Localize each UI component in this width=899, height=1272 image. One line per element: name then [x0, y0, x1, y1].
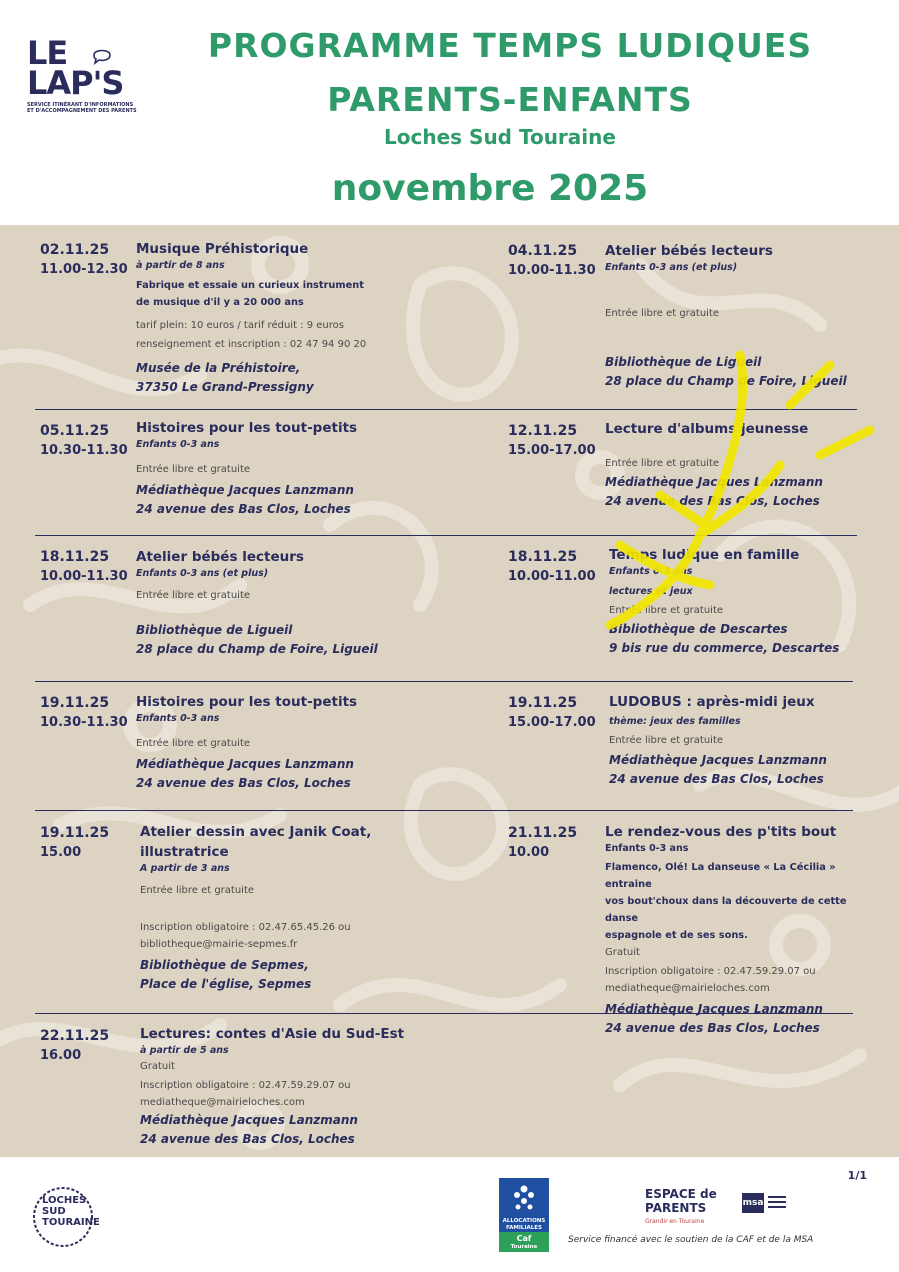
event-info: Entrée libre et gratuite: [136, 464, 251, 475]
event-time: 16.00: [40, 1048, 82, 1063]
event-date: [508, 547, 596, 587]
event-date: [40, 547, 128, 587]
event-info: mediatheque@mairieloches.com: [605, 983, 770, 994]
msa-line: [768, 1206, 786, 1208]
event-age: à partir de 5 ans: [140, 1045, 229, 1056]
row-separator: [35, 681, 853, 682]
laps-logo-line1: LE: [27, 34, 68, 72]
event-info: Entrée libre et gratuite: [140, 885, 255, 896]
event-card: [136, 418, 476, 519]
event-day: 04.11.25: [508, 243, 578, 259]
loches-logo-line3: TOURAINE: [42, 1217, 100, 1228]
event-info: Inscription obligatoire : 02.47.59.29.07 ou: [605, 966, 816, 977]
espace-tag: Grandir en Touraine: [645, 1218, 705, 1225]
event-date: [40, 421, 128, 461]
event-location: 24 avenue des Bas Clos, Loches: [140, 1132, 355, 1146]
event-time: 10.00-11.30: [508, 263, 596, 278]
page-subtitle: Loches Sud Touraine: [384, 125, 616, 149]
event-info: Entrée libre et gratuite: [136, 590, 251, 601]
laps-logo: [27, 34, 137, 114]
event-day: 22.11.25: [40, 1028, 110, 1044]
page-title-line2: PARENTS-ENFANTS: [327, 80, 693, 119]
loches-logo-line1: LOCHES: [42, 1195, 87, 1206]
event-info: mediatheque@mairieloches.com: [140, 1097, 305, 1108]
event-title: Temps ludique en famille: [609, 547, 800, 563]
caf-bottom: [499, 1232, 549, 1252]
event-date: [508, 693, 596, 733]
event-title: Atelier bébés lecteurs: [605, 243, 773, 259]
event-time: 11.00-12.30: [40, 262, 128, 277]
event-age: Enfants 0-3 ans: [136, 439, 220, 450]
event-info: Entrée libre et gratuite: [136, 738, 251, 749]
event-card: [136, 547, 476, 659]
caf-region: Touraine: [510, 1244, 538, 1250]
event-location: 24 avenue des Bas Clos, Loches: [609, 772, 824, 786]
event-card: [140, 1024, 480, 1149]
event-day: 19.11.25: [40, 825, 110, 841]
event-card: [136, 692, 476, 793]
msa-logo: [738, 1193, 788, 1221]
event-date: [40, 693, 128, 733]
event-date: [508, 823, 577, 863]
loches-sud-touraine-logo: [28, 1185, 98, 1250]
msa-line: [768, 1201, 786, 1203]
event-info: Inscription obligatoire : 02.47.59.29.07 ou: [140, 1080, 351, 1091]
event-time: 10.30-11.30: [40, 443, 128, 458]
event-date: [40, 1026, 109, 1066]
event-title: Lectures: contes d'Asie du Sud-Est: [140, 1026, 405, 1042]
event-title: Histoires pour les tout-petits: [136, 694, 358, 710]
event-info: Gratuit: [140, 1061, 175, 1072]
espace-line2: PARENTS: [645, 1201, 707, 1215]
event-location: Place de l'église, Sepmes: [140, 977, 312, 991]
event-location: Médiathèque Jacques Lanzmann: [136, 757, 354, 771]
event-day: 05.11.25: [40, 423, 110, 439]
event-card: [609, 692, 879, 789]
event-date: [508, 241, 596, 281]
event-location: Bibliothèque de Ligueil: [605, 355, 762, 369]
event-location: Médiathèque Jacques Lanzmann: [136, 483, 354, 497]
page-footer: [0, 1157, 899, 1272]
laps-logo-tagline: SERVICE ITINÉRANT D'INFORMATIONS ET D'ACCOMPAGNEMENT DES PARENTS: [27, 102, 137, 114]
event-title: Musique Préhistorique: [136, 241, 309, 257]
program-panel: [0, 225, 899, 1157]
event-day: 12.11.25: [508, 423, 578, 439]
event-location: Médiathèque Jacques Lanzmann: [609, 753, 827, 767]
event-age: Enfants 0-3 ans: [136, 713, 220, 724]
event-day: 02.11.25: [40, 242, 110, 258]
event-info: Entrée libre et gratuite: [605, 458, 720, 469]
highlight-scribble: [590, 345, 880, 645]
event-time: 15.00-17.00: [508, 715, 596, 730]
event-card: [140, 822, 405, 994]
event-location: Bibliothèque de Ligueil: [136, 623, 293, 637]
event-title: Lecture d'albums jeunesse: [605, 421, 809, 437]
event-day: 18.11.25: [508, 549, 578, 565]
row-separator: [35, 810, 853, 811]
event-title: LUDOBUS : après-midi jeux: [609, 694, 815, 710]
event-location: Médiathèque Jacques Lanzmann: [605, 475, 823, 489]
event-info: tarif plein: 10 euros / tarif réduit : 9 euros: [136, 320, 344, 331]
caf-family-icon: [512, 1184, 536, 1212]
speech-bubble-icon: [91, 46, 113, 66]
event-title: Atelier dessin avec Janik Coat,: [140, 824, 372, 840]
event-desc: Fabrique et essaie un curieux instrument: [136, 280, 364, 291]
caf-name: ALLOCATIONS FAMILIALES: [502, 1218, 546, 1231]
event-time: 10.00: [508, 845, 550, 860]
event-desc: de musique d'il y a 20 000 ans: [136, 297, 304, 308]
event-info: Gratuit: [605, 947, 640, 958]
event-time: 15.00: [40, 845, 82, 860]
event-time: 10.00-11.30: [40, 569, 128, 584]
event-age: à partir de 8 ans: [136, 260, 225, 271]
event-date: [508, 421, 596, 461]
event-day: 19.11.25: [40, 695, 110, 711]
event-date: [40, 240, 128, 280]
event-card: [136, 239, 476, 397]
event-info: bibliotheque@mairie-sepmes.fr: [140, 939, 298, 950]
event-location: Médiathèque Jacques Lanzmann: [605, 1002, 823, 1016]
event-day: 18.11.25: [40, 549, 110, 565]
event-title: Atelier bébés lecteurs: [136, 549, 304, 565]
msa-line: [768, 1196, 786, 1198]
event-desc: vos bout'choux dans la découverte de cette danse: [605, 896, 847, 924]
event-info: renseignement et inscription : 02 47 94 90 20: [136, 339, 367, 350]
event-card: [605, 822, 875, 1038]
event-info: Entrée libre et gratuite: [609, 605, 724, 616]
event-info: Entrée libre et gratuite: [609, 735, 724, 746]
event-info: Entrée libre et gratuite: [605, 308, 720, 319]
finance-note: Service financé avec le soutien de la CAF et de la MSA: [568, 1235, 814, 1245]
event-time: 10.30-11.30: [40, 715, 128, 730]
event-day: 21.11.25: [508, 825, 578, 841]
page-month: novembre 2025: [331, 168, 649, 209]
event-date: [40, 823, 109, 863]
event-location: 28 place du Champ de Foire, Ligueil: [605, 374, 847, 388]
caf-logo: [499, 1178, 549, 1252]
event-day: 19.11.25: [508, 695, 578, 711]
event-title: Le rendez-vous des p'tits bout: [605, 824, 837, 840]
espace-parents-logo: [645, 1187, 717, 1229]
event-age: A partir de 3 ans: [140, 863, 230, 874]
event-location: Musée de la Préhistoire,: [136, 361, 301, 375]
event-age: Enfants 0-3 ans (et plus): [136, 568, 269, 579]
event-location: 24 avenue des Bas Clos, Loches: [136, 776, 351, 790]
event-location: 28 place du Champ de Foire, Ligueil: [136, 642, 378, 656]
loches-logo-line2: SUD: [42, 1206, 66, 1217]
event-age: thème: jeux des familles: [609, 716, 741, 727]
event-location: 37350 Le Grand-Pressigny: [136, 380, 314, 394]
event-location: 24 avenue des Bas Clos, Loches: [605, 494, 820, 508]
event-info: Inscription obligatoire : 02.47.65.45.26 ou: [140, 922, 351, 933]
event-age: Enfants 0-3 ans: [609, 566, 693, 577]
event-desc: espagnole et de ses sons.: [605, 930, 748, 941]
event-title: illustratrice: [140, 844, 229, 860]
event-age: Enfants 0-3 ans: [605, 843, 689, 854]
event-location: 9 bis rue du commerce, Descartes: [609, 641, 840, 655]
msa-mark: msa: [742, 1193, 764, 1213]
event-age: lectures et jeux: [609, 586, 693, 597]
event-location: 24 avenue des Bas Clos, Loches: [136, 502, 351, 516]
event-location: 24 avenue des Bas Clos, Loches: [605, 1021, 820, 1035]
event-time: 10.00-11.00: [508, 569, 596, 584]
event-title: Histoires pour les tout-petits: [136, 420, 358, 436]
event-desc: Flamenco, Olé! La danseuse « La Cécilia » entraine: [605, 862, 836, 890]
caf-short: Caf: [516, 1234, 532, 1243]
event-location: Bibliothèque de Sepmes,: [140, 958, 309, 972]
event-location: Bibliothèque de Descartes: [609, 622, 788, 636]
event-age: Enfants 0-3 ans (et plus): [605, 262, 738, 273]
event-location: Médiathèque Jacques Lanzmann: [140, 1113, 358, 1127]
laps-logo-line2: LAP'S: [27, 64, 124, 102]
page-title-line1: PROGRAMME TEMPS LUDIQUES: [207, 26, 813, 65]
espace-line1: ESPACE de: [645, 1187, 717, 1201]
page-number: 1/1: [847, 1169, 867, 1182]
event-time: 15.00-17.00: [508, 443, 596, 458]
